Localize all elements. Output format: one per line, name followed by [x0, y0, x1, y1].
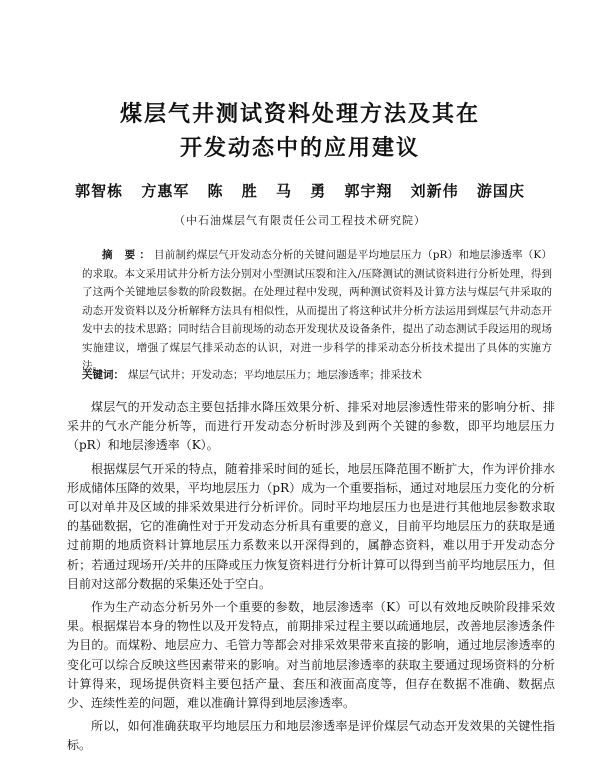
body-paragraph: 作为生产动态分析另外一个重要的参数，地层渗透率（K）可以有效地反映阶段排采效果。根据煤岩本身的物性以及开发特点，前期排采过程主要以疏通地层，改善地层渗透条件为目的。而煤粉、地层应力、毛管力等都会对排采效果带来直接的影响，通过地层渗透率的变化可以综合反映这些因素带来的影响。对当前地层渗透率的获取主要通过现场资料的分析计算得来，现场提供资料主要包括产量、套压和液面高度等，但存在数据不准确、数据点少、连续性差的问题，难以准确计算得到地层渗透率。 — [67, 600, 555, 711]
abstract — [82, 246, 552, 376]
affiliation: （中石油煤层气有限责任公司工程技术研究院） — [174, 214, 426, 227]
body-paragraph: 所以，如何准确获取平均地层压力和地层渗透率是评价煤层气动态开发效果的关键性指标。 — [67, 719, 555, 753]
keywords-text: 煤层气试井；开发动态；平均地层压力；地层渗透率；排采技术 — [128, 369, 422, 381]
title-line-2: 开发动态中的应用建议 — [179, 136, 420, 161]
body-paragraph: 煤层气的开发动态主要包括排水降压效果分析、排采对地层渗透性带来的影响分析、排采井的气水产能分析等，而进行开发动态分析时涉及到两个关键的参数，即平均地层压力（pR）和地层渗透率（K）。 — [67, 400, 555, 453]
abstract-text: 目前制约煤层气开发动态分析的关键问题是平均地层压力（pR）和地层渗透率（K）的求取。本文采用试井分析方法分别对小型测试压裂和注入/压降测试的测试资料进行分析处理，得到了这两个关键地层参数的阶段数据。在处理过程中发现，两种测试资料及计算方法与煤层气井采取的动态开发资料以及分析解释方法具有相似性，从而提出了将这种试井分析方法运用到煤层气井动态开发中去的技术思路；同时结合目前现场的动态开发现状及设备条件，提出了动态测试手段运用的现场实施建议，增强了煤层气排采动态的认识，对进一步科学的排采动态分析技术提出了具体的实施方法。 — [82, 249, 552, 372]
title-line-1: 煤层气井测试资料处理方法及其在 — [119, 102, 480, 127]
paper-title — [0, 98, 600, 166]
keywords-label: 关键词： — [82, 369, 124, 381]
abstract-label: 摘 要： — [102, 249, 155, 261]
keywords — [82, 366, 552, 384]
body-paragraph: 根据煤层气开采的特点，随着排采时间的延长，地层压降范围不断扩大，作为评价排水形成储体压降的效果，平均地层压力（pR）成为一个重要指标，通过对地层压力变化的分析可以对单井及区域的排采效果进行分析评价。同时平均地层压力也是进行其他地层参数求取的基础数据，它的准确性对于开发动态分析具有重要的意义，目前平均地层压力的获取是通过前期的地质资料计算地层压力系数来以开深得到的，属静态资料，难以用于开发动态分析；若通过现场开/关井的压降或压力恢复资料进行分析计算可以得到当前平均地层压力，但目前对这部分数据的采集还处于空白。 — [67, 461, 555, 591]
author-list: 郭智栋 方惠军 陈 胜 马 勇 郭宇翔 刘新伟 游国庆 — [75, 182, 525, 200]
body-text — [67, 398, 555, 760]
